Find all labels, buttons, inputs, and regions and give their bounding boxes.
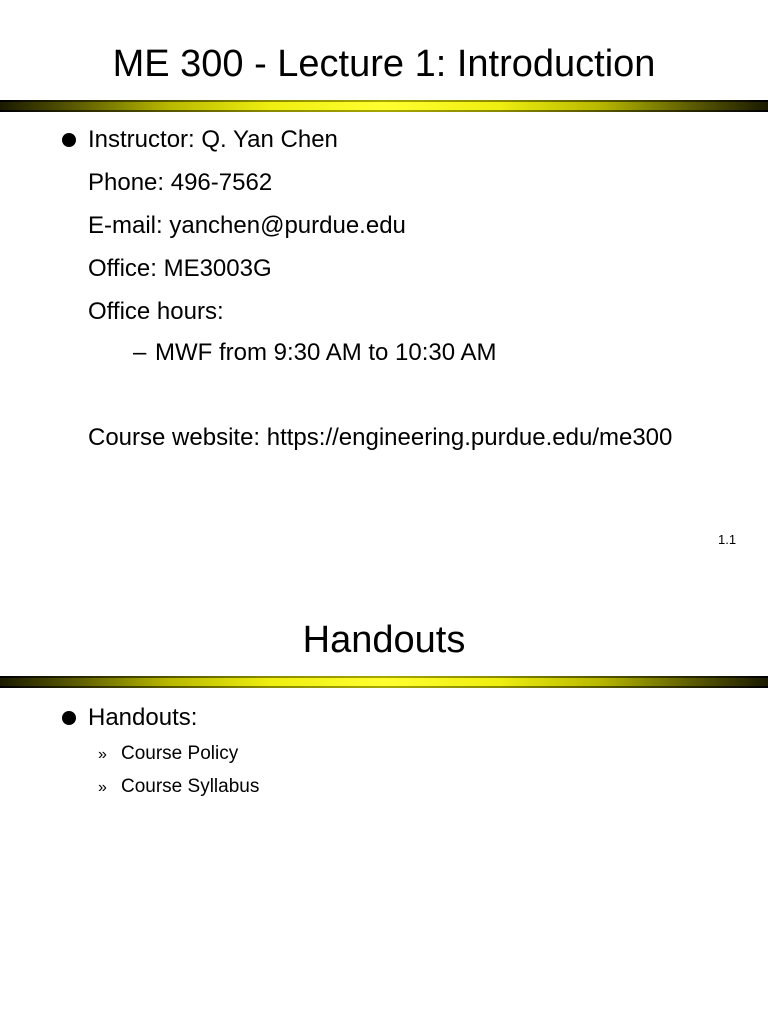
title-divider xyxy=(0,676,768,688)
bullet-icon xyxy=(62,711,76,725)
handout-item-course-syllabus: Course Syllabus xyxy=(121,776,260,797)
handouts-bullet: Handouts: xyxy=(88,704,198,731)
slide-1-title: ME 300 - Lecture 1: Introduction xyxy=(112,43,656,85)
dash-marker: – xyxy=(133,339,147,366)
course-website-line: Course website: https://engineering.purdue.edu/me300 xyxy=(88,424,673,451)
page-number: 1.1 xyxy=(718,532,737,547)
office-line: Office: ME3003G xyxy=(88,255,272,282)
office-hours-value: MWF from 9:30 AM to 10:30 AM xyxy=(155,339,497,366)
email-line: E-mail: yanchen@purdue.edu xyxy=(88,212,406,239)
office-hours-label: Office hours: xyxy=(88,298,224,325)
phone-line: Phone: 496-7562 xyxy=(88,169,273,196)
sub-bullet-icon: » xyxy=(98,779,107,796)
handout-item-course-policy: Course Policy xyxy=(121,743,239,764)
instructor-line: Instructor: Q. Yan Chen xyxy=(88,126,338,153)
slide-2-title: Handouts xyxy=(302,619,466,661)
sub-bullet-icon: » xyxy=(98,746,107,763)
